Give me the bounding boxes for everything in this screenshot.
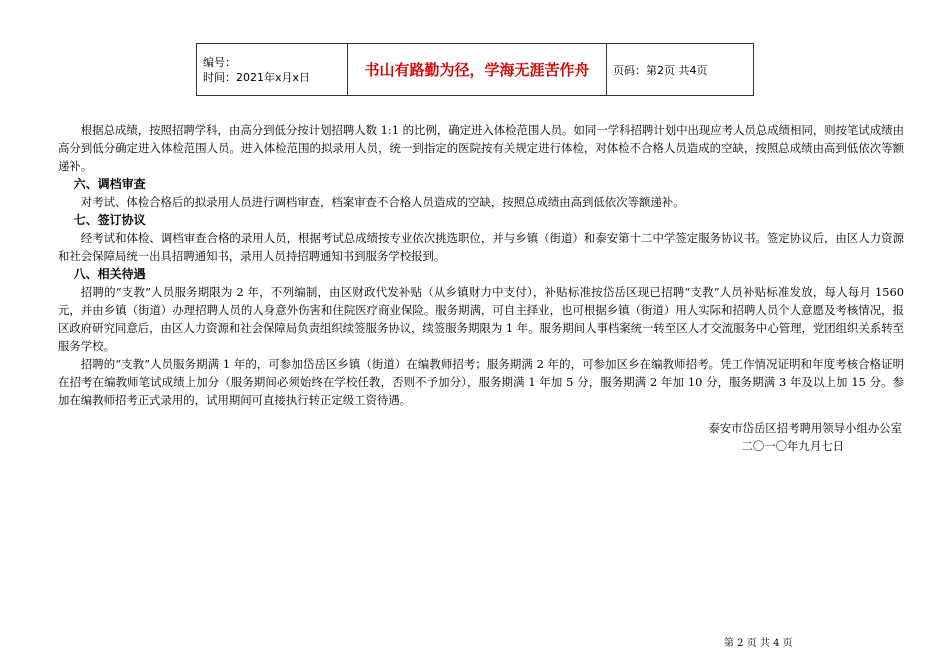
document-body xyxy=(58,121,904,409)
signature-block xyxy=(708,419,902,455)
header-table xyxy=(196,43,754,96)
section-heading-6: 六、调档审查 xyxy=(73,177,146,191)
section-heading-7: 七、签订协议 xyxy=(73,213,146,227)
paragraph-benefits-1: 招聘的“支教”人员服务期限为 2 年，不列编制，由区财政代发补贴（从乡镇财力中支付），补贴标准按岱岳区现已招聘“支教”人员补贴标准发放，每人每月 1560 元，并由乡镇（街道）办理招聘人员的人身意外伤害和住院医疗商业保险。服务期满，可自主择业，也可根据乡镇（街道）用人实际和招聘人员个人意愿及考核情况，报区政府研究同意后，由区人力资源和社会保障局负责组织续签服务协议，续签服务期限为 1 年。服务期间人事档案统一转至区人才交流服务中心管理，党团组织关系转至服务学校。 xyxy=(58,285,905,353)
paragraph-sign-agreement: 经考试和体检、调档审查合格的录用人员，根据考试总成绩按专业依次挑选职位，并与乡镇（街道）和泰安第十二中学签定服务协议书。签定协议后，由区人力资源和社会保障局统一出具招聘通知书，录用人员持招聘通知书到服务学校报到。 xyxy=(58,231,904,263)
header-motto: 书山有路勤为径，学海无涯苦作舟 xyxy=(348,44,607,96)
page-footer: 第 2 页 共 4 页 xyxy=(724,638,793,649)
header-meta xyxy=(197,44,348,96)
paragraph-file-review: 对考试、体检合格后的拟录用人员进行调档审查，档案审查不合格人员造成的空缺，按照总成绩由高到低依次等额递补。 xyxy=(80,195,685,209)
header-page-label: 页码：第2页 共4页 xyxy=(607,44,754,96)
signature-org: 泰安市岱岳区招考聘用领导小组办公室 xyxy=(708,421,902,435)
doc-time-label: 时间：2021年x月x日 xyxy=(203,70,311,84)
paragraph-physical-exam: 根据总成绩，按照招聘学科，由高分到低分按计划招聘人数 1:1 的比例，确定进入体检范围人员。如同一学科招聘计划中出现应考人员总成绩相同，则按笔试成绩由高分到低分确定进入体检范围人员。进入体检范围的拟录用人员，统一到指定的医院按有关规定进行体检，对体检不合格人员造成的空缺，按照总成绩由高到低依次等额递补。 xyxy=(58,123,904,173)
doc-number-label: 编号： xyxy=(203,55,236,69)
signature-date: 二〇一〇年九月七日 xyxy=(741,439,844,453)
paragraph-benefits-2: 招聘的“支教”人员服务期满 1 年的，可参加岱岳区乡镇（街道）在编教师招考；服务期满 2 年的，可参加区乡在编教师招考。凭工作情况证明和年度考核合格证明在招考在编教师笔试成绩上加分（服务期间必须始终在学校任教，否则不予加分），服务期满 1 年加 5 分，服务期满 2 年加 10 分，服务期满 3 年及以上加 15 分。参加在编教师招考正式录用的，试用期间可直接执行转正定级工资待遇。 xyxy=(58,357,904,407)
section-heading-8: 八、相关待遇 xyxy=(73,267,146,281)
